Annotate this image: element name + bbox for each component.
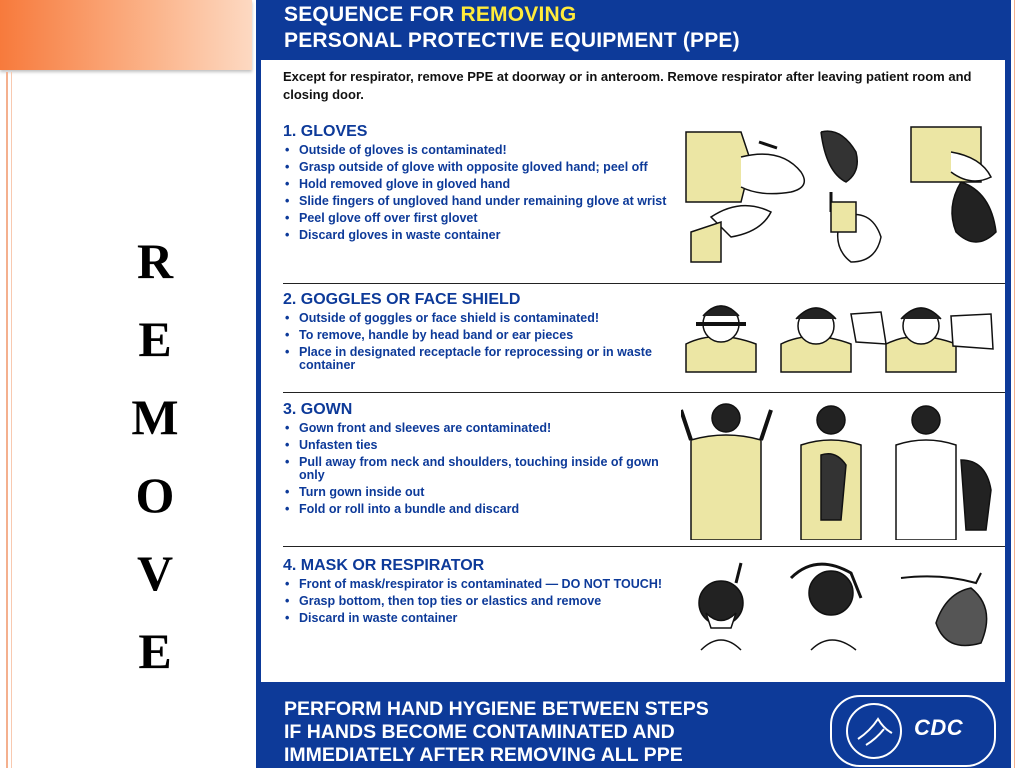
list-item: • Gown front and sleeves are contaminated! bbox=[283, 422, 678, 435]
ppe-poster bbox=[256, 0, 1011, 768]
goggles-illustration bbox=[681, 294, 1001, 374]
title-highlight: REMOVING bbox=[460, 3, 577, 26]
poster-body bbox=[261, 60, 1005, 682]
gown-illustration bbox=[681, 400, 1001, 540]
vertical-word-remove bbox=[120, 222, 190, 690]
letter: M bbox=[131, 389, 179, 445]
section-heading: 3. GOWN bbox=[283, 401, 353, 418]
section-divider bbox=[283, 283, 1005, 284]
section-heading: 1. GLOVES bbox=[283, 123, 368, 140]
list-item: • Front of mask/respirator is contaminated — DO NOT TOUCH! bbox=[283, 578, 678, 591]
cdc-logo bbox=[830, 695, 996, 767]
list-item: • Grasp outside of glove with opposite gloved hand; peel off bbox=[283, 161, 678, 174]
list-item: • Turn gown inside out bbox=[283, 486, 678, 499]
list-item: • Hold removed glove in gloved hand bbox=[283, 178, 678, 191]
footer-line: IF HANDS BECOME CONTAMINATED AND bbox=[284, 721, 675, 743]
mask-illustration bbox=[681, 558, 1001, 658]
letter: E bbox=[138, 311, 172, 367]
section-divider bbox=[283, 392, 1005, 393]
letter: E bbox=[138, 623, 172, 679]
section-heading: 2. GOGGLES OR FACE SHIELD bbox=[283, 291, 521, 308]
list-item: • Pull away from neck and shoulders, touching inside of gown only bbox=[283, 456, 678, 482]
list-item: • Peel glove off over first glovet bbox=[283, 212, 678, 225]
section-goggles bbox=[283, 290, 678, 376]
poster-footer bbox=[284, 698, 709, 767]
letter: R bbox=[136, 233, 174, 289]
section-heading: 4. MASK OR RESPIRATOR bbox=[283, 557, 485, 574]
list-item: • Discard in waste container bbox=[283, 612, 678, 625]
list-item: • To remove, handle by head band or ear pieces bbox=[283, 329, 678, 342]
section-gloves bbox=[283, 122, 678, 246]
list-item: • Outside of gloves is contaminated! bbox=[283, 144, 678, 157]
right-border-line bbox=[1014, 0, 1015, 768]
orange-header-tab bbox=[0, 0, 252, 70]
poster-title bbox=[284, 2, 740, 54]
list-item: • Fold or roll into a bundle and discard bbox=[283, 503, 678, 516]
section-mask bbox=[283, 556, 678, 629]
letter: O bbox=[135, 467, 175, 523]
list-item: • Slide fingers of ungloved hand under remaining glove at wrist bbox=[283, 195, 678, 208]
letter: V bbox=[136, 545, 174, 601]
cdc-logo-text: CDC bbox=[914, 715, 964, 740]
title-line2: PERSONAL PROTECTIVE EQUIPMENT (PPE) bbox=[284, 29, 740, 52]
list-item: • Grasp bottom, then top ties or elastics and remove bbox=[283, 595, 678, 608]
left-border-line bbox=[6, 72, 8, 768]
footer-line: IMMEDIATELY AFTER REMOVING ALL PPE bbox=[284, 744, 683, 766]
title-prefix: SEQUENCE FOR bbox=[284, 3, 461, 26]
list-item: • Outside of goggles or face shield is contaminated! bbox=[283, 312, 678, 325]
footer-line: PERFORM HAND HYGIENE BETWEEN STEPS bbox=[284, 698, 709, 720]
hhs-eagle-icon bbox=[836, 699, 916, 763]
intro-text: Except for respirator, remove PPE at doorway or in anteroom. Remove respirator after leaving patient room and closing door. bbox=[283, 69, 972, 102]
list-item: • Unfasten ties bbox=[283, 439, 678, 452]
list-item: • Place in designated receptacle for reprocessing or in waste container bbox=[283, 346, 678, 372]
list-item: • Discard gloves in waste container bbox=[283, 229, 678, 242]
gloves-illustration bbox=[681, 122, 1001, 270]
left-border-line-inner bbox=[11, 72, 12, 768]
section-gown bbox=[283, 400, 678, 520]
section-divider bbox=[283, 546, 1005, 547]
